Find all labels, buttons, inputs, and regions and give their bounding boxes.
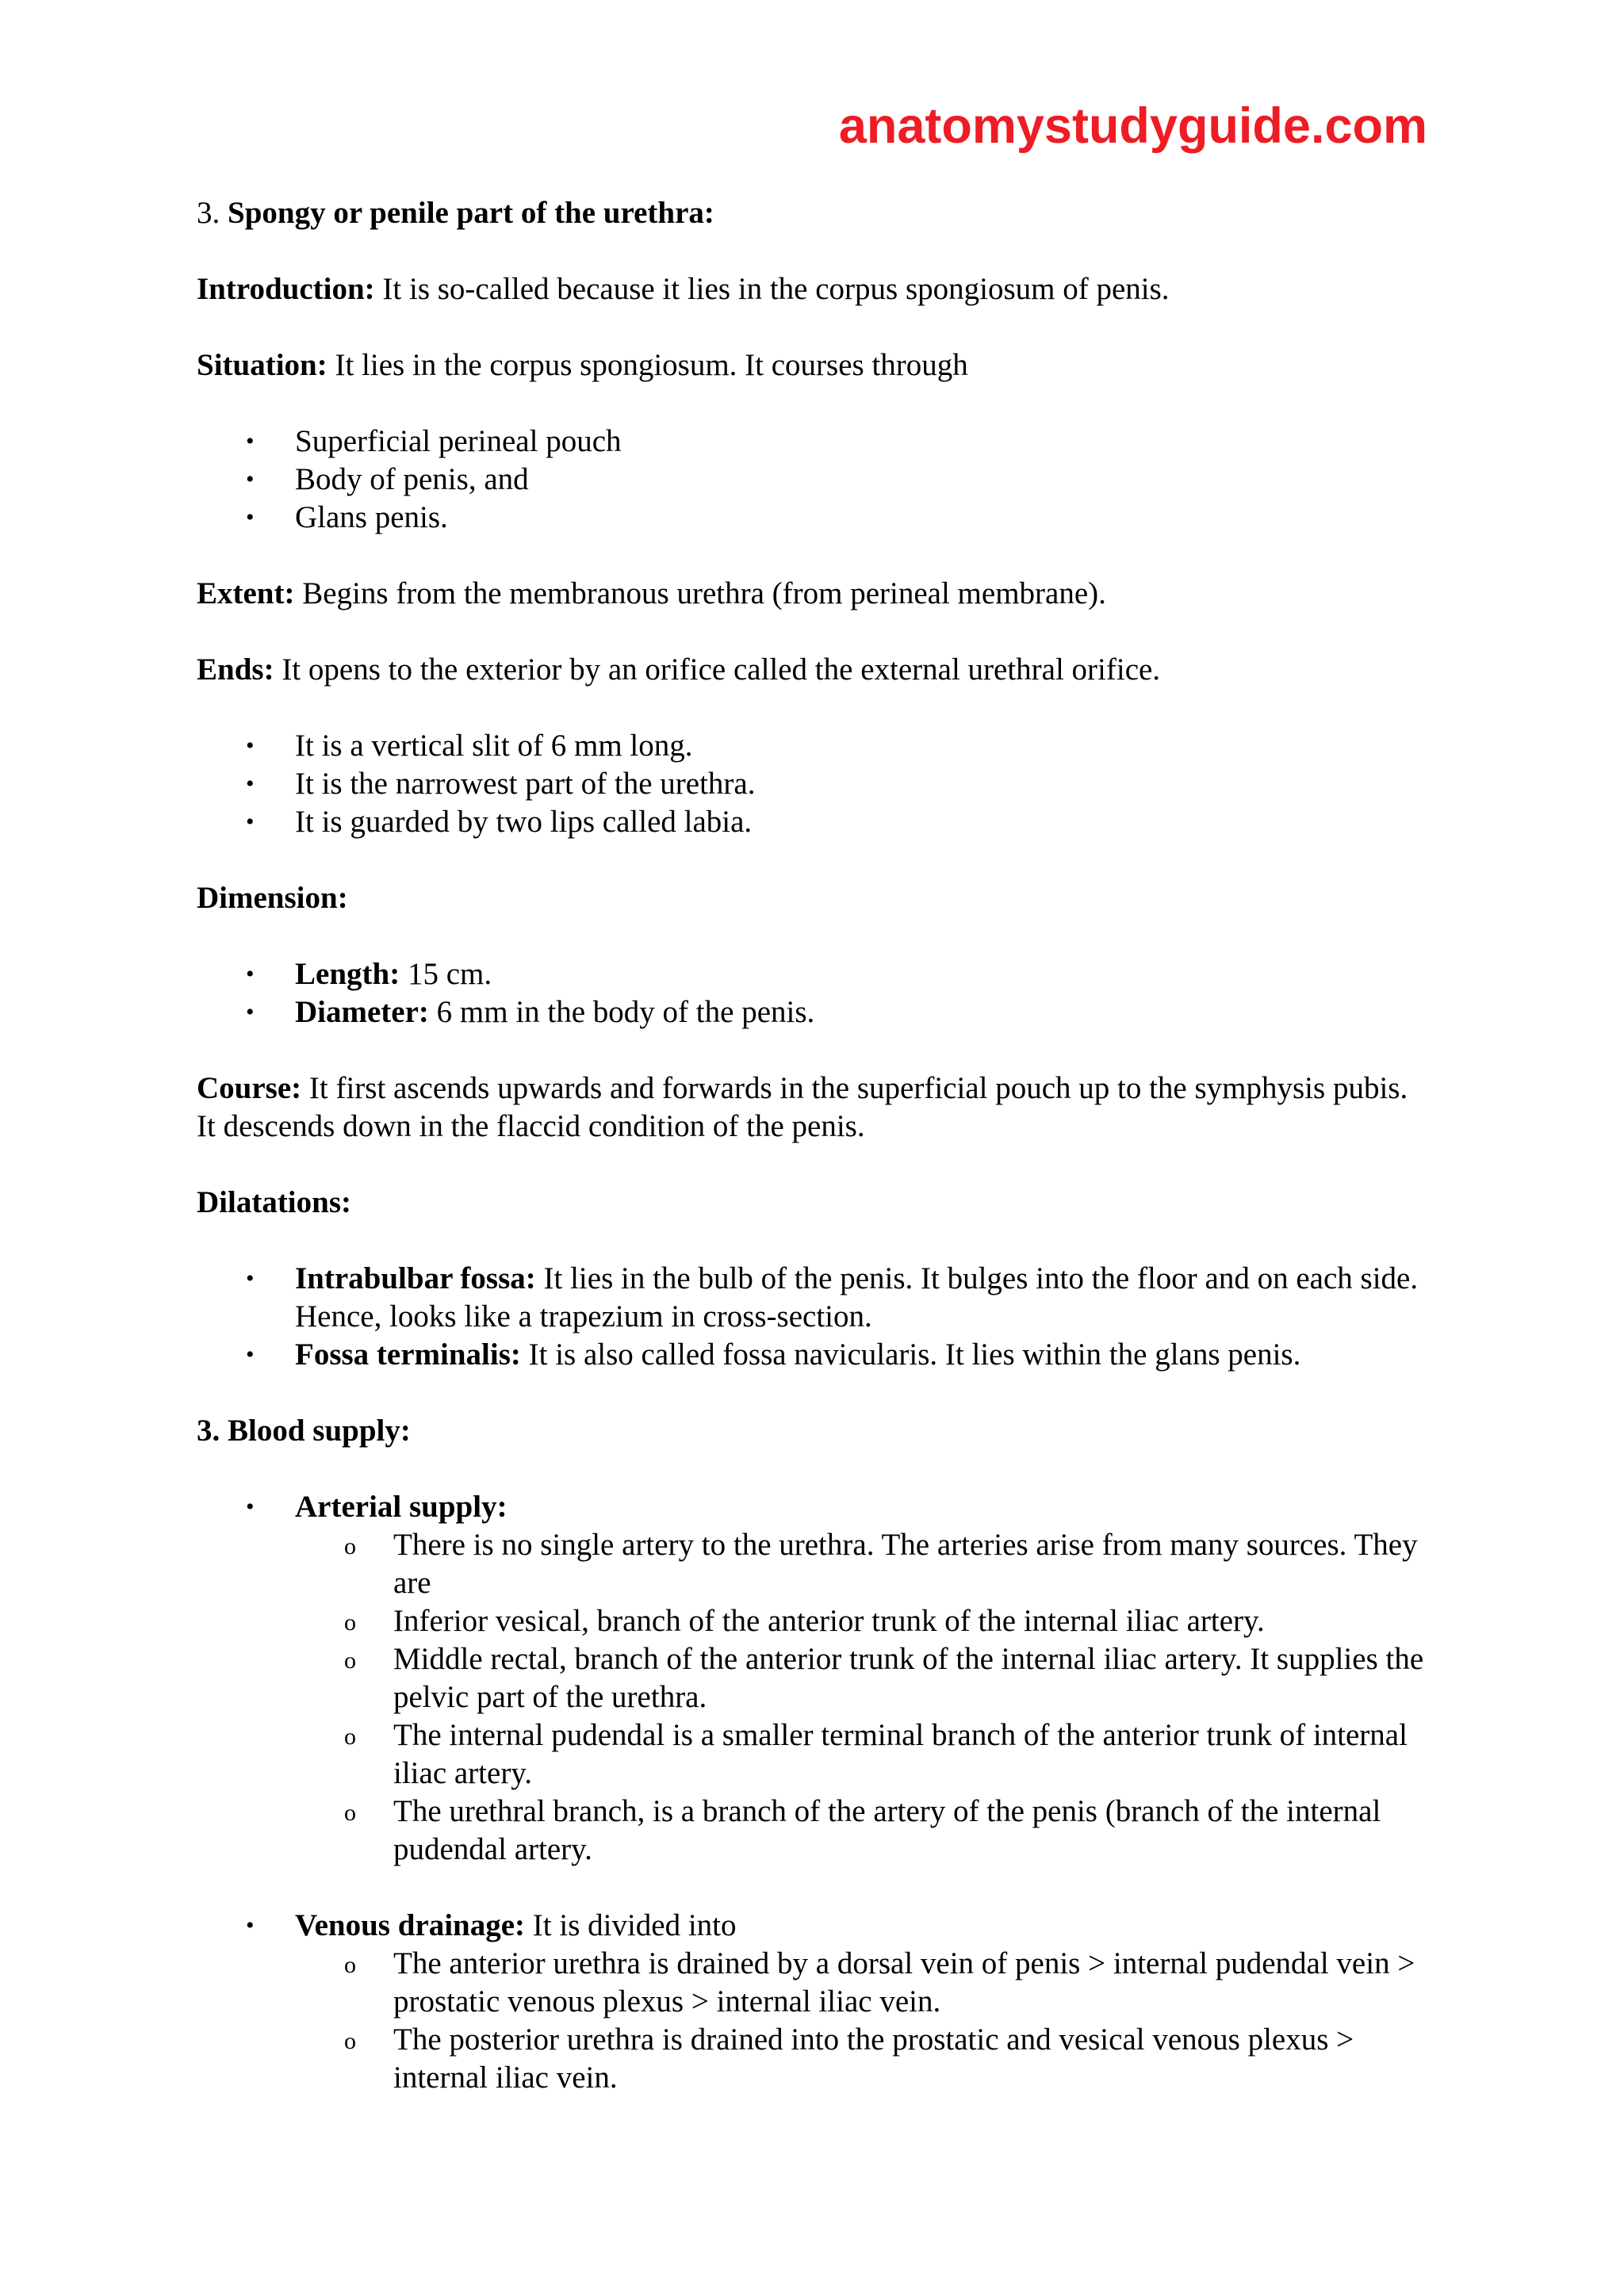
introduction-label: Introduction: [197, 272, 375, 306]
situation-list [197, 423, 1434, 537]
list-item-text: Glans penis. [295, 500, 448, 534]
list-item-text: Body of penis, and [295, 462, 529, 496]
list-item-text: It is the narrowest part of the urethra. [295, 767, 756, 801]
course-label: Course: [197, 1071, 302, 1105]
site-brand: anatomystudyguide.com [838, 98, 1427, 154]
sub-list-item-text: There is no single artery to the urethra. The arteries arise from many sources. They are [393, 1528, 1418, 1600]
venous-drainage-list [197, 1907, 1434, 2097]
bullet-marker: • [246, 809, 255, 835]
dimension-list [197, 955, 1434, 1031]
sub-bullet-marker: o [344, 1800, 356, 1826]
blood-supply-label: 3. Blood supply: [197, 1414, 411, 1448]
sub-list-item-text: The posterior urethra is drained into the prostatic and vesical venous plexus > internal iliac vein. [393, 2022, 1354, 2095]
section-title: Spongy or penile part of the urethra: [228, 196, 714, 230]
bullet-marker: • [246, 1912, 255, 1938]
list-item [197, 499, 1434, 537]
extent-label: Extent: [197, 576, 295, 610]
bullet-marker: • [246, 504, 255, 530]
sub-list-item [295, 1640, 1434, 1716]
list-item-label: Length: [295, 957, 400, 991]
dilatations-heading [197, 1184, 1434, 1222]
venous-drainage-item [197, 1907, 1434, 2097]
list-item [197, 803, 1434, 841]
course-text: It first ascends upwards and forwards in the superficial pouch up to the symphysis pubis. It descends down in the flaccid condition of the penis. [197, 1071, 1408, 1143]
sub-list-item [295, 1602, 1434, 1640]
bullet-marker: • [246, 466, 255, 492]
ends-text: It opens to the exterior by an orifice called the external urethral orifice. [282, 652, 1161, 687]
bullet-marker: • [246, 733, 255, 759]
document-content [197, 194, 1434, 2135]
venous-drainage-sublist [295, 1945, 1434, 2097]
sub-list-item [295, 1716, 1434, 1793]
list-item-label: Diameter: [295, 995, 429, 1029]
bullet-marker: • [246, 771, 255, 797]
sub-bullet-marker: o [344, 1724, 356, 1750]
sub-list-item [295, 1945, 1434, 2021]
bullet-marker: • [246, 999, 255, 1025]
introduction-text: It is so-called because it lies in the corpus spongiosum of penis. [382, 272, 1170, 306]
ends-paragraph [197, 651, 1434, 689]
ends-label: Ends: [197, 652, 274, 687]
venous-drainage-label: Venous drainage: [295, 1908, 526, 1942]
list-item-text: It is a vertical slit of 6 mm long. [295, 729, 693, 763]
sub-bullet-marker: o [344, 1533, 356, 1559]
list-item-text: It is also called fossa navicularis. It lies within the glans penis. [528, 1337, 1301, 1372]
bullet-marker: • [246, 1494, 255, 1520]
arterial-supply-sublist [295, 1526, 1434, 1869]
sub-list-item [295, 2021, 1434, 2097]
dilatations-list [197, 1260, 1434, 1374]
section-heading [197, 194, 1434, 232]
introduction-paragraph [197, 270, 1434, 308]
section-number: 3. [197, 196, 220, 230]
list-item [197, 461, 1434, 499]
situation-text: It lies in the corpus spongiosum. It courses through [335, 348, 968, 382]
list-item [197, 423, 1434, 461]
list-item-label: Fossa terminalis: [295, 1337, 521, 1372]
bullet-marker: • [246, 428, 255, 454]
ends-list [197, 727, 1434, 841]
dimension-label: Dimension: [197, 881, 348, 915]
list-item [197, 955, 1434, 993]
sub-list-item [295, 1526, 1434, 1602]
sub-bullet-marker: o [344, 2028, 356, 2054]
list-item [197, 765, 1434, 803]
bullet-marker: • [246, 1341, 255, 1368]
course-paragraph [197, 1070, 1434, 1146]
list-item-text: 6 mm in the body of the penis. [436, 995, 815, 1029]
list-item-text: 15 cm. [407, 957, 492, 991]
arterial-supply-item [197, 1488, 1434, 1869]
list-item-text: Superficial perineal pouch [295, 424, 622, 458]
list-item-text: It lies in the bulb of the penis. It bulges into the floor and on each side. Hence, looks like a trapezium in cross-section. [295, 1261, 1419, 1334]
sub-bullet-marker: o [344, 1609, 356, 1636]
sub-list-item-text: The internal pudendal is a smaller terminal branch of the anterior trunk of internal iliac artery. [393, 1718, 1408, 1790]
sub-bullet-marker: o [344, 1952, 356, 1978]
sub-list-item-text: Middle rectal, branch of the anterior trunk of the internal iliac artery. It supplies the pelvic part of the urethra. [393, 1642, 1424, 1714]
list-item [197, 727, 1434, 765]
bullet-marker: • [246, 961, 255, 987]
situation-paragraph [197, 346, 1434, 385]
venous-drainage-text: It is divided into [532, 1908, 737, 1942]
bullet-marker: • [246, 1265, 255, 1292]
dimension-heading [197, 879, 1434, 917]
list-item-label: Intrabulbar fossa: [295, 1261, 536, 1295]
list-item [197, 1260, 1434, 1336]
sub-list-item-text: The urethral branch, is a branch of the artery of the penis (branch of the internal pudendal artery. [393, 1794, 1381, 1866]
arterial-supply-label: Arterial supply: [295, 1490, 508, 1524]
sub-bullet-marker: o [344, 1647, 356, 1674]
dilatations-label: Dilatations: [197, 1185, 351, 1219]
list-item [197, 993, 1434, 1031]
extent-paragraph [197, 575, 1434, 613]
blood-supply-heading [197, 1412, 1434, 1450]
sub-list-item-text: The anterior urethra is drained by a dorsal vein of penis > internal pudendal vein > prostatic venous plexus > internal iliac vein. [393, 1946, 1415, 2019]
blood-supply-list [197, 1488, 1434, 1869]
sub-list-item-text: Inferior vesical, branch of the anterior trunk of the internal iliac artery. [393, 1604, 1265, 1638]
situation-label: Situation: [197, 348, 327, 382]
sub-list-item [295, 1793, 1434, 1869]
list-item-text: It is guarded by two lips called labia. [295, 805, 753, 839]
list-item [197, 1336, 1434, 1374]
extent-text: Begins from the membranous urethra (from perineal membrane). [302, 576, 1106, 610]
